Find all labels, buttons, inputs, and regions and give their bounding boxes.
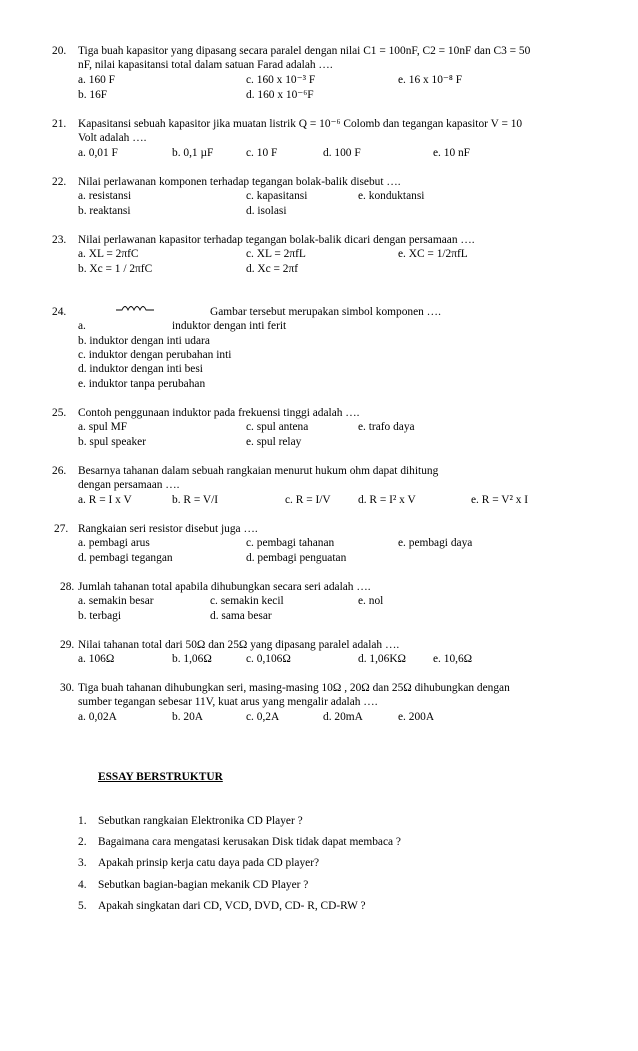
question-text: Besarnya tahanan dalam sebuah rangkaian menurut hukum ohm dapat dihitung bbox=[78, 465, 439, 477]
option-d: d. 100 F bbox=[323, 147, 361, 159]
option-b: b. R = V/I bbox=[172, 494, 219, 506]
essay-item-number: 4. bbox=[78, 879, 87, 891]
essay-item-text: Apakah singkatan dari CD, VCD, DVD, CD- R, CD-RW ? bbox=[98, 900, 366, 912]
question-number: 26. bbox=[52, 465, 67, 477]
option-e: e. XC = 1/2πfL bbox=[398, 248, 468, 260]
option-c: c. 10 F bbox=[246, 147, 278, 159]
option-c: c. induktor dengan perubahan inti bbox=[78, 349, 232, 361]
option-a: a. spul MF bbox=[78, 421, 128, 433]
question-text: Nilai tahanan total dari 50Ω dan 25Ω yang dipasang paralel adalah …. bbox=[78, 639, 400, 651]
option-a: a. bbox=[78, 320, 86, 332]
option-b: b. spul speaker bbox=[78, 436, 147, 448]
option-b: b. 20A bbox=[172, 711, 204, 723]
option-d: d. isolasi bbox=[246, 205, 287, 217]
question-text: nF, nilai kapasitansi total dalam satuan Farad adalah …. bbox=[78, 59, 333, 71]
option-c: c. semakin kecil bbox=[210, 595, 284, 607]
option-c: c. pembagi tahanan bbox=[246, 537, 335, 549]
option-a: a. 106Ω bbox=[78, 653, 115, 665]
option-d: d. Xc = 2πf bbox=[246, 263, 299, 275]
option-c: c. XL = 2πfL bbox=[246, 248, 306, 260]
option-e: e. trafo daya bbox=[358, 421, 415, 433]
option-d: d. induktor dengan inti besi bbox=[78, 363, 203, 375]
essay-item-number: 3. bbox=[78, 857, 87, 869]
question-number: 29. bbox=[60, 639, 75, 651]
question-text: sumber tegangan sebesar 11V, kuat arus yang mengalir adalah …. bbox=[78, 696, 378, 708]
question-text: Volt adalah …. bbox=[78, 132, 147, 144]
question-text: Gambar tersebut merupakan simbol komponen …. bbox=[210, 306, 441, 318]
essay-item-number: 5. bbox=[78, 900, 87, 912]
option-b: b. reaktansi bbox=[78, 205, 131, 217]
option-e: e. 16 x 10⁻⁸ F bbox=[398, 74, 463, 86]
essay-item-text: Sebutkan bagian-bagian mekanik CD Player ? bbox=[98, 879, 309, 891]
question-number: 23. bbox=[52, 234, 67, 246]
option-d: d. 20mA bbox=[323, 711, 363, 723]
option-a-text: induktor dengan inti ferit bbox=[172, 320, 287, 332]
inductor-symbol-icon bbox=[116, 302, 154, 314]
question-text: Jumlah tahanan total apabila dihubungkan secara seri adalah …. bbox=[78, 581, 371, 593]
question-number: 27. bbox=[54, 523, 69, 535]
essay-item-text: Bagaimana cara mengatasi kerusakan Disk tidak dapat membaca ? bbox=[98, 836, 401, 848]
option-d: d. 1,06KΩ bbox=[358, 653, 407, 665]
option-a: a. R = I x V bbox=[78, 494, 132, 506]
option-c: c. 0,106Ω bbox=[246, 653, 291, 665]
question-text: dengan persamaan …. bbox=[78, 479, 180, 491]
question-text: Rangkaian seri resistor disebut juga …. bbox=[78, 523, 258, 535]
option-c: c. 0,2A bbox=[246, 711, 280, 723]
option-a: a. 0,01 F bbox=[78, 147, 118, 159]
option-d: d. pembagi tegangan bbox=[78, 552, 173, 564]
question-number: 30. bbox=[60, 682, 75, 694]
option-d: d. pembagi penguatan bbox=[246, 552, 347, 564]
option-a: a. 160 F bbox=[78, 74, 116, 86]
essay-item-text: Sebutkan rangkaian Elektronika CD Player ? bbox=[98, 815, 303, 827]
option-e: e. konduktansi bbox=[358, 190, 425, 202]
option-e: e. 10 nF bbox=[433, 147, 471, 159]
option-e: e. nol bbox=[358, 595, 384, 607]
essay-item-number: 2. bbox=[78, 836, 87, 848]
option-a: a. pembagi arus bbox=[78, 537, 150, 549]
option-e: e. 10,6Ω bbox=[433, 653, 473, 665]
question-number: 21. bbox=[52, 118, 67, 130]
essay-item-text: Apakah prinsip kerja catu daya pada CD player? bbox=[98, 857, 320, 869]
option-d: e. spul relay bbox=[246, 436, 302, 448]
option-c: c. 160 x 10⁻³ F bbox=[246, 74, 316, 86]
option-e: e. pembagi daya bbox=[398, 537, 473, 549]
question-text: Nilai perlawanan komponen terhadap tegangan bolak-balik disebut …. bbox=[78, 176, 401, 188]
option-d: d. R = I² x V bbox=[358, 494, 416, 506]
option-c: c. spul antena bbox=[246, 421, 309, 433]
option-d: d. 160 x 10⁻⁶F bbox=[246, 89, 314, 101]
option-b: b. terbagi bbox=[78, 610, 122, 622]
option-a: a. semakin besar bbox=[78, 595, 154, 607]
option-b: b. Xc = 1 / 2πfC bbox=[78, 263, 153, 275]
option-a: a. XL = 2πfC bbox=[78, 248, 139, 260]
option-c: c. kapasitansi bbox=[246, 190, 308, 202]
option-a: a. 0,02A bbox=[78, 711, 117, 723]
essay-item-number: 1. bbox=[78, 815, 87, 827]
essay-heading: ESSAY BERSTRUKTUR bbox=[98, 771, 223, 783]
question-number: 25. bbox=[52, 407, 67, 419]
option-d: d. sama besar bbox=[210, 610, 272, 622]
option-e: e. induktor tanpa perubahan bbox=[78, 378, 206, 390]
option-c: c. R = I/V bbox=[285, 494, 331, 506]
question-text: Kapasitansi sebuah kapasitor jika muatan listrik Q = 10⁻⁶ Colomb dan tegangan kapasitor V = 10 bbox=[78, 118, 523, 130]
question-number: 24. bbox=[52, 306, 67, 318]
option-e: e. 200A bbox=[398, 711, 435, 723]
question-text: Contoh penggunaan induktor pada frekuensi tinggi adalah …. bbox=[78, 407, 360, 419]
question-text: Tiga buah tahanan dihubungkan seri, masing-masing 10Ω , 20Ω dan 25Ω dihubungkan dengan bbox=[78, 682, 510, 694]
question-number: 28. bbox=[60, 581, 75, 593]
option-e: e. R = V² x I bbox=[471, 494, 529, 506]
option-b: b. 0,1 µF bbox=[172, 147, 214, 159]
option-b: b. induktor dengan inti udara bbox=[78, 335, 210, 347]
question-number: 22. bbox=[52, 176, 67, 188]
option-b: b. 1,06Ω bbox=[172, 653, 212, 665]
question-text: Nilai perlawanan kapasitor terhadap tegangan bolak-balik dicari dengan persamaan …. bbox=[78, 234, 475, 246]
question-number: 20. bbox=[52, 45, 67, 57]
option-b: b. 16F bbox=[78, 89, 108, 101]
question-text: Tiga buah kapasitor yang dipasang secara paralel dengan nilai C1 = 100nF, C2 = 10nF dan C3 = 50 bbox=[78, 45, 531, 57]
option-a: a. resistansi bbox=[78, 190, 132, 202]
